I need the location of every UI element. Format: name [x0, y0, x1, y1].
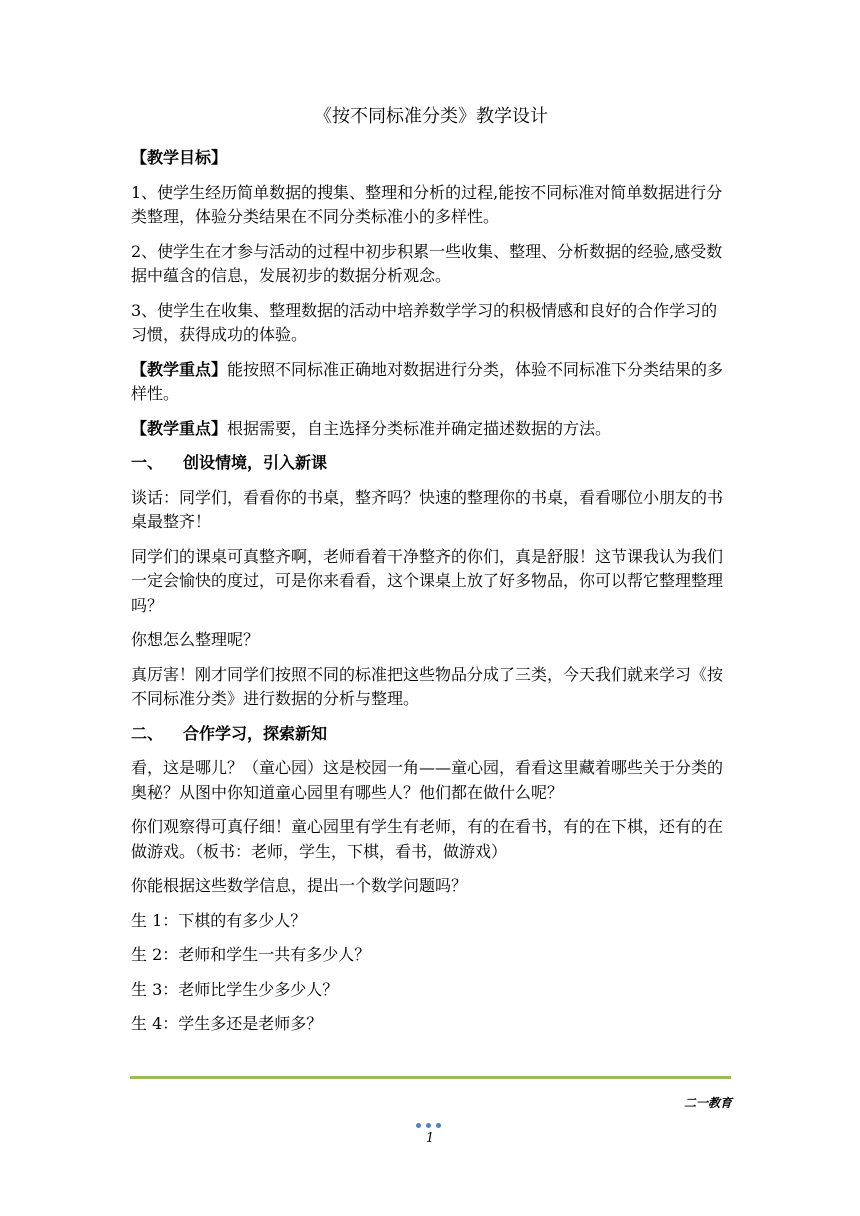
paragraph: 看，这是哪儿？（童心园）这是校园一角——童心园，看看这里藏着哪些关于分类的奥秘？从图中你知道童心园里有哪些人？他们都在做什么呢？	[131, 758, 724, 802]
paragraph: 你们观察得可真仔细！童心园里有学生有老师，有的在看书，有的在下棋，还有的在做游戏。（板书：老师，学生，下棋，看书，做游戏）	[131, 817, 724, 861]
paragraph: 生 4：学生多还是老师多？	[131, 1014, 323, 1033]
objectives-heading: 【教学目标】	[131, 148, 228, 167]
footer-brand: 二一教育	[683, 1096, 732, 1110]
section-1-number: 一、	[131, 453, 164, 472]
objective-1: 1、使学生经历简单数据的搜集、整理和分析的过程,能按不同标准对简单数据进行分类整理，体验分类结果在不同分类标准小的多样性。	[131, 182, 723, 226]
key-point	[131, 358, 731, 407]
section-heading-1	[131, 451, 731, 476]
paragraph: 谈话：同学们，看看你的书桌，整齐吗？快速的整理你的书桌，看看哪位小朋友的书桌最整齐！	[131, 487, 724, 531]
paragraph: 生 3：老师比学生少多少人？	[131, 979, 339, 999]
difficult-point-label: 【教学重点】	[131, 418, 228, 438]
paragraph: 你能根据这些数学信息，提出一个数学问题吗？	[131, 876, 468, 895]
document-body	[131, 104, 731, 1047]
key-point-label: 【教学重点】	[131, 359, 228, 379]
paragraph: 生 2：老师和学生一共有多少人？	[131, 945, 371, 964]
paragraph: 生 1：下棋的有多少人？	[131, 910, 307, 930]
section-heading-2	[131, 722, 731, 747]
footer-dots-icon	[416, 1123, 441, 1128]
document-title: 《按不同标准分类》教学设计	[314, 106, 548, 127]
footer-rule	[130, 1076, 731, 1079]
difficult-point	[131, 417, 731, 442]
paragraph: 同学们的课桌可真整齐啊，老师看着干净整齐的你们，真是舒服！这节课我认为我们一定会愉快的度过，可是你来看看，这个课桌上放了好多物品，你可以帮它整理整理吗？	[131, 546, 724, 615]
paragraph: 真厉害！刚才同学们按照不同的标准把这些物品分成了三类，今天我们就来学习《按不同标准分类》进行数据的分析与整理。	[131, 664, 724, 708]
section-2-title: 合作学习，探索新知	[183, 723, 328, 743]
key-point-text: 能按照不同标准正确地对数据进行分类，体验不同标准下分类结果的多样性。	[131, 359, 724, 403]
section-1-title: 创设情境，引入新课	[183, 453, 328, 472]
section-2-number: 二、	[131, 723, 164, 743]
objective-2: 2、使学生在才参与活动的过程中初步积累一些收集、整理、分析数据的经验,感受数据中蕴含的信息，发展初步的数据分析观念。	[131, 241, 723, 285]
paragraph: 你想怎么整理呢？	[131, 630, 260, 649]
difficult-point-text: 根据需要，自主选择分类标准并确定描述数据的方法。	[227, 418, 612, 438]
objective-3: 3、使学生在收集、整理数据的活动中培养数学学习的积极情感和良好的合作学习的习惯，获得成功的体验。	[131, 300, 718, 344]
page-number: 1	[425, 1131, 435, 1146]
